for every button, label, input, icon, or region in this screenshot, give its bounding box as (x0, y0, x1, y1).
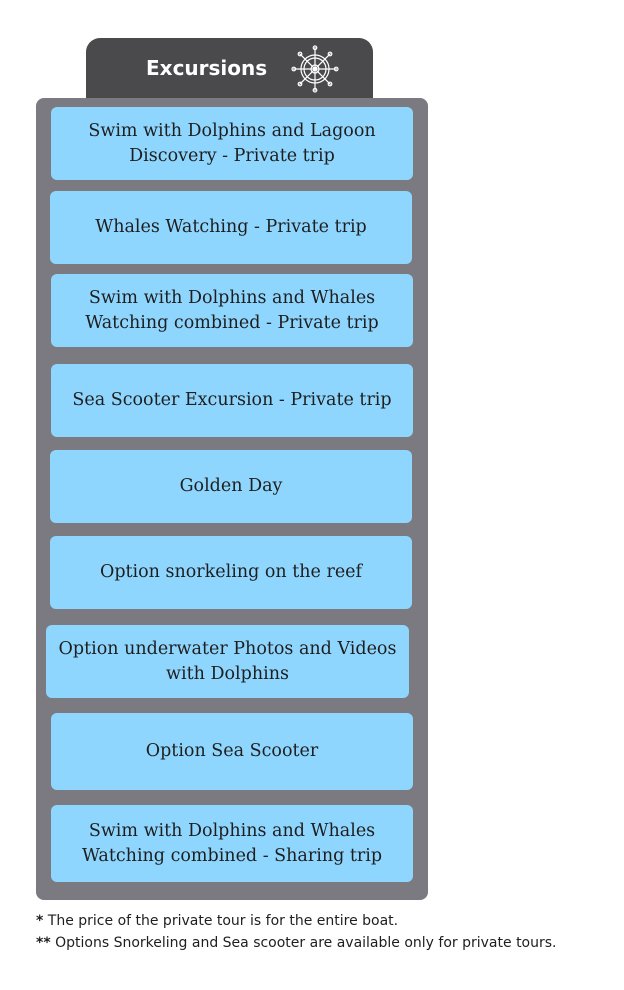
excursion-item[interactable]: Option Sea Scooter (51, 713, 413, 790)
excursion-item[interactable]: Swim with Dolphins and Whales Watching combined - Private trip (51, 274, 413, 347)
footnote-mark: ** (36, 935, 51, 951)
excursion-item[interactable]: Swim with Dolphins and Lagoon Discovery - Private trip (51, 107, 413, 180)
footnotes (36, 910, 557, 954)
excursion-item[interactable]: Swim with Dolphins and Whales Watching combined - Sharing trip (51, 805, 413, 882)
page-title: Excursions (146, 56, 268, 80)
footnote (36, 910, 557, 932)
excursion-item[interactable]: Option underwater Photos and Videos with Dolphins (46, 625, 409, 698)
excursion-item[interactable]: Option snorkeling on the reef (50, 536, 412, 609)
excursion-item[interactable]: Golden Day (50, 450, 412, 523)
footnote-text: The price of the private tour is for the entire boat. (47, 913, 399, 929)
footnote-text: Options Snorkeling and Sea scooter are available only for private tours. (55, 935, 557, 951)
footnote-mark: * (36, 913, 44, 929)
header-tab (86, 38, 373, 104)
excursion-item[interactable]: Sea Scooter Excursion - Private trip (51, 364, 413, 437)
ship-wheel-icon (291, 45, 339, 93)
footnote (36, 932, 557, 954)
excursion-item[interactable]: Whales Watching - Private trip (50, 191, 412, 264)
